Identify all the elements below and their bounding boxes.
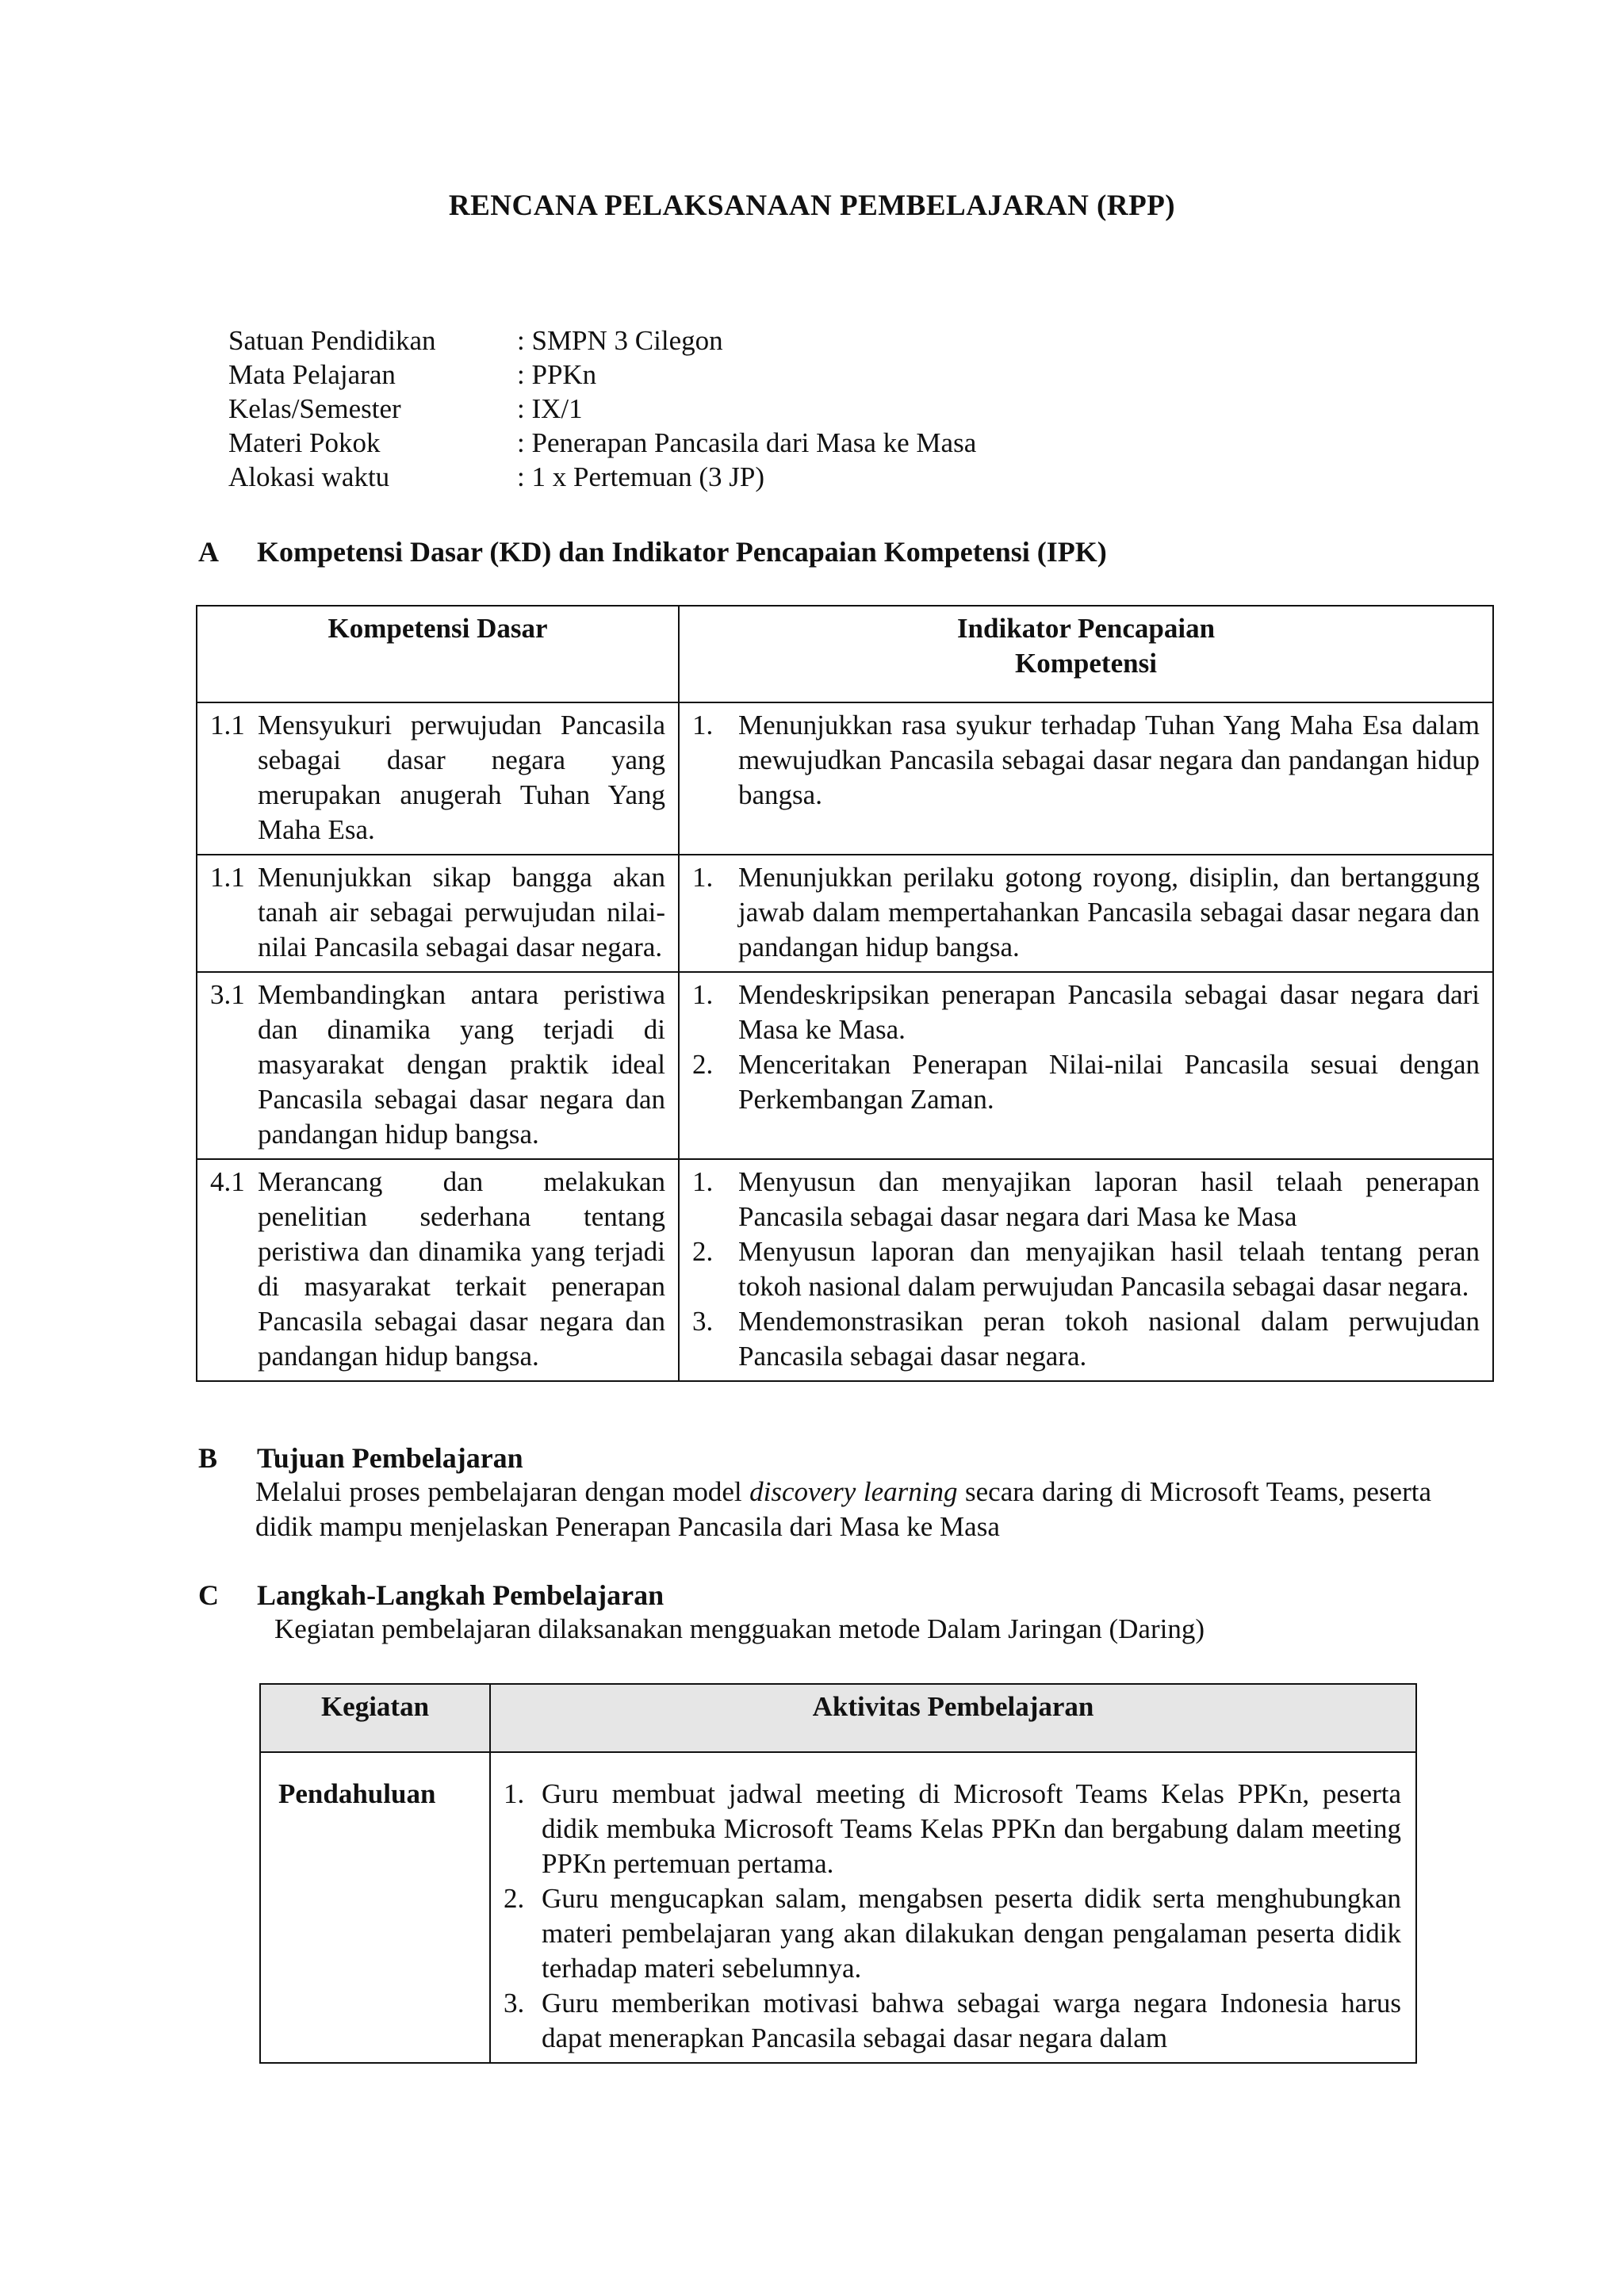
section-title: Tujuan Pembelajaran: [257, 1442, 523, 1474]
ipk-item: [692, 860, 1480, 965]
tujuan-text-italic: discovery learning: [749, 1476, 958, 1507]
table-header-row: [260, 1684, 1416, 1752]
kd-item: [210, 860, 665, 965]
section-title: Kompetensi Dasar (KD) dan Indikator Pencapaian Kompetensi (IPK): [257, 536, 1107, 568]
ipk-text: Menyusun laporan dan menyajikan hasil telaah tentang peran tokoh nasional dalam perwujudan Pancasila sebagai dasar negara.: [738, 1236, 1480, 1302]
section-letter: A: [198, 536, 219, 568]
header-kompetensi-dasar: Kompetensi Dasar: [197, 606, 679, 702]
identity-key: Kelas/Semester: [228, 393, 401, 424]
kd-cell: [197, 972, 679, 1159]
header-aktivitas: Aktivitas Pembelajaran: [490, 1684, 1416, 1752]
ipk-item: [692, 1047, 1480, 1117]
kd-number: 1.1: [210, 862, 245, 893]
identity-key: Mata Pelajaran: [228, 359, 396, 390]
identity-row: [228, 358, 1418, 392]
ipk-cell: [679, 855, 1493, 972]
ipk-number: 3.: [692, 1306, 714, 1337]
identity-key: Satuan Pendidikan: [228, 325, 436, 356]
tujuan-paragraph: [255, 1475, 1431, 1544]
kd-item: [210, 978, 665, 1152]
table-row: [197, 702, 1493, 855]
table-row: [260, 1752, 1416, 2063]
aktivitas-text: Guru memberikan motivasi bahwa sebagai warga negara Indonesia harus dapat menerapkan Pancasila sebagai dasar negara dalam: [542, 1988, 1401, 2053]
ipk-item: [692, 1234, 1480, 1304]
kd-number: 1.1: [210, 710, 245, 740]
aktivitas-number: 2.: [504, 1883, 525, 1914]
identity-value: : IX/1: [517, 393, 583, 424]
identity-key: Alokasi waktu: [228, 461, 390, 492]
tujuan-text-after: secara daring di Microsoft Teams, peserta didik mampu menjelaskan Penerapan Pancasila dari Masa ke Masa: [255, 1476, 1431, 1542]
identity-value: : PPKn: [517, 359, 597, 390]
identity-row: [228, 426, 1418, 460]
ipk-cell: [679, 1159, 1493, 1381]
ipk-number: 2.: [692, 1049, 714, 1080]
page-title: RENCANA PELAKSANAAN PEMBELAJARAN (RPP): [448, 189, 1176, 222]
kd-text: Merancang dan melakukan penelitian sederhana tentang peristiwa dan dinamika yang terjadi di masyarakat terkait penerapan Pancasila sebagai dasar negara dan pandangan hidup bangsa.: [258, 1166, 665, 1372]
identity-value: : 1 x Pertemuan (3 JP): [517, 461, 765, 492]
kd-text: Mensyukuri perwujudan Pancasila sebagai dasar negara yang merupakan anugerah Tuhan Yang Maha Esa.: [258, 710, 665, 845]
ipk-text: Menunjukkan perilaku gotong royong, disiplin, dan bertanggung jawab dalam mempertahankan Pancasila sebagai dasar negara dan pandangan hidup bangsa.: [738, 862, 1480, 962]
kd-item: [210, 1165, 665, 1374]
header-indikator: [679, 606, 1493, 702]
ipk-item: [692, 708, 1480, 813]
tujuan-text-before: Melalui proses pembelajaran dengan model: [255, 1476, 750, 1507]
aktivitas-item: [504, 1777, 1401, 1881]
ipk-text: Mendemonstrasikan peran tokoh nasional dalam perwujudan Pancasila sebagai dasar negara.: [738, 1306, 1480, 1372]
kd-number: 3.1: [210, 979, 245, 1010]
aktivitas-table: [259, 1683, 1417, 2064]
identity-value: : Penerapan Pancasila dari Masa ke Masa: [517, 427, 977, 458]
kegiatan-cell: Pendahuluan: [260, 1752, 490, 2063]
ipk-text: Menyusun dan menyajikan laporan hasil telaah penerapan Pancasila sebagai dasar negara dari Masa ke Masa: [738, 1166, 1480, 1232]
aktivitas-cell: [490, 1752, 1416, 2063]
kd-text: Menunjukkan sikap bangga akan tanah air sebagai perwujudan nilai-nilai Pancasila sebagai dasar negara.: [258, 862, 665, 962]
kd-ipk-table: [196, 605, 1494, 1382]
kd-text: Membandingkan antara peristiwa dan dinamika yang terjadi di masyarakat dengan praktik ideal Pancasila sebagai dasar negara dan pandangan hidup bangsa.: [258, 979, 665, 1150]
ipk-cell: [679, 972, 1493, 1159]
kd-number: 4.1: [210, 1166, 245, 1197]
ipk-number: 1.: [692, 979, 714, 1010]
ipk-cell: [679, 702, 1493, 855]
kd-cell: [197, 855, 679, 972]
identity-row: [228, 392, 1418, 426]
ipk-text: Menunjukkan rasa syukur terhadap Tuhan Yang Maha Esa dalam mewujudkan Pancasila sebagai dasar negara dan pandangan hidup bangsa.: [738, 710, 1480, 810]
identity-value: : SMPN 3 Cilegon: [517, 325, 723, 356]
table-header-row: [197, 606, 1493, 702]
kd-cell: [197, 702, 679, 855]
aktivitas-item: [504, 1986, 1401, 2056]
identity-row: [228, 460, 1418, 494]
header-indikator-line2: Kompetensi: [1015, 648, 1157, 679]
ipk-number: 1.: [692, 710, 714, 740]
section-letter: C: [198, 1579, 219, 1611]
ipk-item: [692, 978, 1480, 1047]
identity-key: Materi Pokok: [228, 427, 381, 458]
table-row: [197, 1159, 1493, 1381]
langkah-intro: Kegiatan pembelajaran dilaksanakan mengguakan metode Dalam Jaringan (Daring): [274, 1613, 1205, 1644]
identity-table: [228, 323, 1418, 494]
ipk-text: Mendeskripsikan penerapan Pancasila sebagai dasar negara dari Masa ke Masa.: [738, 979, 1480, 1045]
header-kegiatan: Kegiatan: [260, 1684, 490, 1752]
section-title: Langkah-Langkah Pembelajaran: [257, 1579, 665, 1611]
table-row: [197, 855, 1493, 972]
kd-cell: [197, 1159, 679, 1381]
ipk-number: 1.: [692, 862, 714, 893]
ipk-number: 2.: [692, 1236, 714, 1267]
aktivitas-text: Guru membuat jadwal meeting di Microsoft Teams Kelas PPKn, peserta didik membuka Microsoft Teams Kelas PPKn dan bergabung dalam meeting PPKn pertemuan pertama.: [542, 1778, 1401, 1879]
aktivitas-item: [504, 1881, 1401, 1986]
aktivitas-number: 1.: [504, 1778, 525, 1809]
ipk-text: Menceritakan Penerapan Nilai-nilai Pancasila sesuai dengan Perkembangan Zaman.: [738, 1049, 1480, 1115]
table-row: [197, 972, 1493, 1159]
kd-item: [210, 708, 665, 848]
header-indikator-line1: Indikator Pencapaian: [956, 613, 1216, 644]
ipk-item: [692, 1165, 1480, 1234]
ipk-item: [692, 1304, 1480, 1374]
section-letter: B: [198, 1442, 218, 1474]
ipk-number: 1.: [692, 1166, 714, 1197]
aktivitas-text: Guru mengucapkan salam, mengabsen peserta didik serta menghubungkan materi pembelajaran yang akan dilakukan dengan pengalaman peserta didik terhadap materi sebelumnya.: [542, 1883, 1401, 1984]
identity-row: [228, 323, 1418, 358]
aktivitas-number: 3.: [504, 1988, 525, 2019]
